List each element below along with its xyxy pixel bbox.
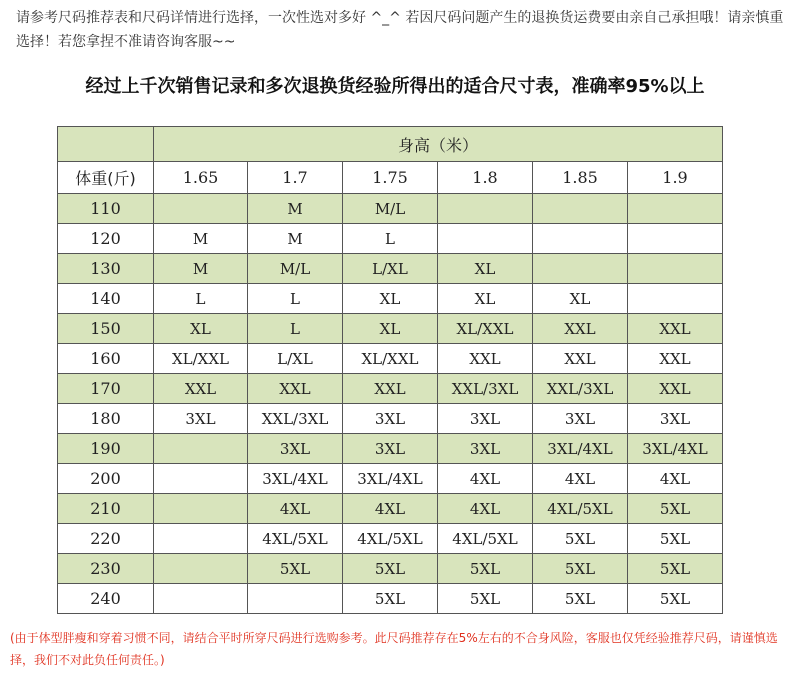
table-row: [58, 194, 723, 224]
size-cell: XXL: [533, 344, 628, 374]
size-cell: XXL: [628, 374, 723, 404]
size-cell: 5XL: [628, 554, 723, 584]
size-cell: [533, 224, 628, 254]
size-cell: XXL: [438, 344, 533, 374]
size-cell: 3XL: [438, 434, 533, 464]
size-cell: XXL/3XL: [438, 374, 533, 404]
height-value: 1.85: [533, 162, 628, 194]
height-value: 1.75: [343, 162, 438, 194]
weight-cell: 220: [58, 524, 154, 554]
size-cell: 5XL: [533, 554, 628, 584]
table-row: [58, 344, 723, 374]
height-value: 1.7: [248, 162, 343, 194]
size-cell: 5XL: [533, 524, 628, 554]
weight-cell: 180: [58, 404, 154, 434]
size-cell: [154, 194, 248, 224]
size-cell: 4XL: [343, 494, 438, 524]
height-value: 1.65: [154, 162, 248, 194]
size-cell: 4XL: [248, 494, 343, 524]
weight-cell: 240: [58, 584, 154, 614]
height-title: 身高（米）: [154, 127, 723, 162]
size-cell: [154, 524, 248, 554]
weight-cell: 200: [58, 464, 154, 494]
size-cell: 3XL/4XL: [343, 464, 438, 494]
height-value: 1.9: [628, 162, 723, 194]
height-values-row: [58, 162, 723, 194]
size-cell: XL/XXL: [154, 344, 248, 374]
weight-cell: 190: [58, 434, 154, 464]
size-cell: XXL/3XL: [248, 404, 343, 434]
top-notice: 请参考尺码推荐表和尺码详情进行选择，一次性选对多好 ^_^ 若因尺码问题产生的退换货运费要由亲自己承担哦！请亲慎重选择！若您拿捏不准请咨询客服~~: [16, 10, 784, 50]
disclaimer-note: (由于体型胖瘦和穿着习惯不同，请结合平时所穿尺码进行选购参考。此尺码推荐存在5%左右的不合身风险，客服也仅凭经验推荐尺码，请谨慎选择，我们不对此负任何责任。): [10, 631, 778, 667]
size-cell: [628, 224, 723, 254]
size-cell: XL: [438, 284, 533, 314]
size-cell: XL/XXL: [438, 314, 533, 344]
size-cell: XXL: [533, 314, 628, 344]
size-cell: XXL: [154, 374, 248, 404]
table-row: [58, 254, 723, 284]
corner-cell: [58, 127, 154, 162]
size-cell: 3XL: [154, 404, 248, 434]
table-row: [58, 464, 723, 494]
size-cell: 5XL: [628, 524, 723, 554]
table-row: [58, 374, 723, 404]
table-row: [58, 224, 723, 254]
weight-title: 体重(斤): [58, 162, 154, 194]
size-cell: 5XL: [628, 494, 723, 524]
size-cell: M: [248, 194, 343, 224]
size-chart-table: [57, 126, 723, 614]
size-cell: [628, 194, 723, 224]
size-cell: 3XL/4XL: [533, 434, 628, 464]
size-cell: 5XL: [343, 584, 438, 614]
size-cell: [628, 254, 723, 284]
size-cell: M/L: [248, 254, 343, 284]
size-cell: M: [154, 254, 248, 284]
weight-cell: 110: [58, 194, 154, 224]
size-cell: L: [154, 284, 248, 314]
table-row: [58, 554, 723, 584]
weight-cell: 230: [58, 554, 154, 584]
size-cell: L: [248, 314, 343, 344]
height-header-row: [58, 127, 723, 162]
size-cell: 4XL: [438, 494, 533, 524]
size-cell: 3XL: [533, 404, 628, 434]
weight-cell: 150: [58, 314, 154, 344]
size-cell: 3XL: [248, 434, 343, 464]
size-cell: [438, 224, 533, 254]
size-cell: [248, 584, 343, 614]
size-cell: 3XL: [628, 404, 723, 434]
weight-cell: 170: [58, 374, 154, 404]
size-cell: 4XL/5XL: [533, 494, 628, 524]
table-row: [58, 494, 723, 524]
size-cell: XXL: [343, 374, 438, 404]
size-cell: [154, 584, 248, 614]
size-cell: 3XL: [438, 404, 533, 434]
size-cell: 5XL: [533, 584, 628, 614]
weight-cell: 140: [58, 284, 154, 314]
weight-cell: 130: [58, 254, 154, 284]
size-cell: 3XL/4XL: [628, 434, 723, 464]
size-cell: XL: [533, 284, 628, 314]
page-title: 经过上千次销售记录和多次退换货经验所得出的适合尺寸表，准确率95%以上: [85, 76, 705, 97]
size-cell: 4XL/5XL: [248, 524, 343, 554]
size-cell: L/XL: [343, 254, 438, 284]
table-row: [58, 404, 723, 434]
size-cell: [154, 464, 248, 494]
size-cell: 5XL: [628, 584, 723, 614]
size-cell: XXL: [248, 374, 343, 404]
size-cell: [154, 494, 248, 524]
table-row: [58, 584, 723, 614]
size-cell: M/L: [343, 194, 438, 224]
table-row: [58, 524, 723, 554]
size-cell: XXL/3XL: [533, 374, 628, 404]
size-cell: 5XL: [438, 584, 533, 614]
height-value: 1.8: [438, 162, 533, 194]
size-cell: 3XL/4XL: [248, 464, 343, 494]
size-cell: 3XL: [343, 434, 438, 464]
size-cell: 5XL: [343, 554, 438, 584]
size-cell: [438, 194, 533, 224]
size-cell: L/XL: [248, 344, 343, 374]
size-cell: L: [248, 284, 343, 314]
weight-cell: 210: [58, 494, 154, 524]
size-cell: [533, 194, 628, 224]
size-cell: 4XL/5XL: [343, 524, 438, 554]
size-cell: XXL: [628, 344, 723, 374]
size-cell: M: [154, 224, 248, 254]
size-cell: 4XL: [533, 464, 628, 494]
size-cell: M: [248, 224, 343, 254]
size-cell: XL: [343, 284, 438, 314]
size-cell: XL: [343, 314, 438, 344]
size-cell: XL/XXL: [343, 344, 438, 374]
size-cell: 3XL: [343, 404, 438, 434]
size-cell: XL: [438, 254, 533, 284]
table-row: [58, 314, 723, 344]
size-cell: [154, 554, 248, 584]
weight-cell: 160: [58, 344, 154, 374]
size-cell: 4XL: [438, 464, 533, 494]
size-cell: 4XL: [628, 464, 723, 494]
size-cell: [533, 254, 628, 284]
size-cell: 5XL: [248, 554, 343, 584]
weight-cell: 120: [58, 224, 154, 254]
size-cell: 4XL/5XL: [438, 524, 533, 554]
size-cell: 5XL: [438, 554, 533, 584]
size-cell: L: [343, 224, 438, 254]
size-cell: [154, 434, 248, 464]
size-cell: XXL: [628, 314, 723, 344]
table-row: [58, 434, 723, 464]
size-cell: [628, 284, 723, 314]
table-row: [58, 284, 723, 314]
size-cell: XL: [154, 314, 248, 344]
